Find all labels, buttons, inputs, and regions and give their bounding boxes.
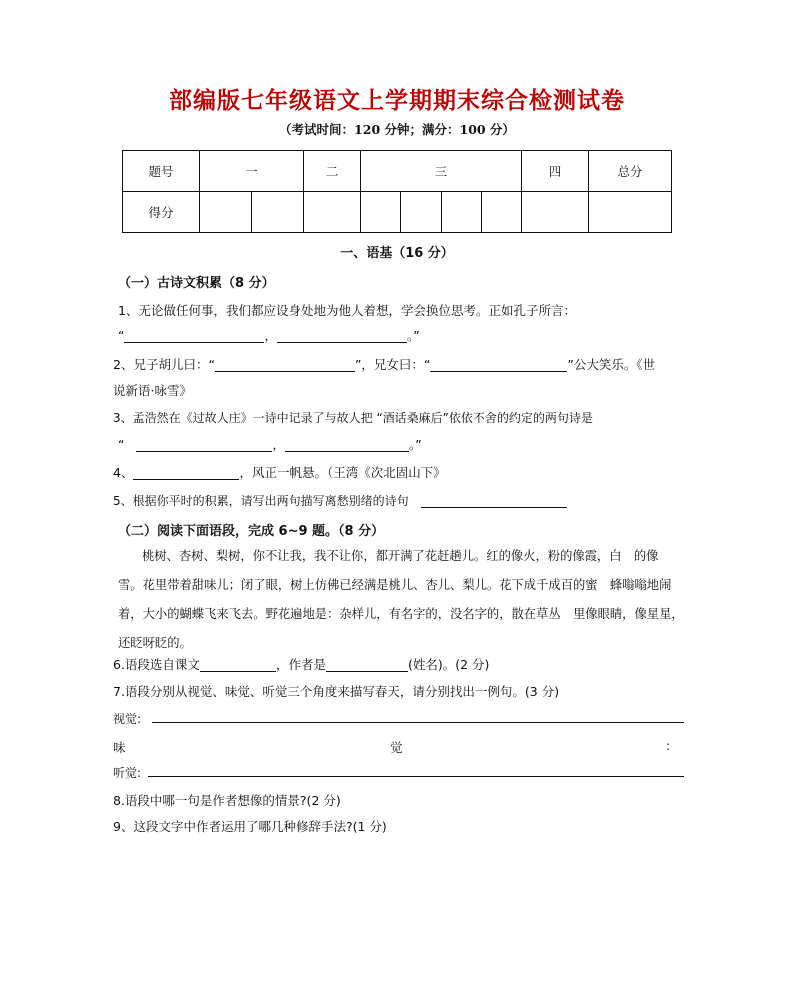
score-cell[interactable]: [200, 192, 252, 233]
question-text: 5、根据你平时的积累，请写出两句描写离愁别绪的诗句: [113, 494, 409, 508]
taste-label-1: 味: [113, 740, 126, 755]
score-cell[interactable]: [361, 192, 401, 233]
question-2: [113, 355, 655, 373]
score-cell[interactable]: [589, 192, 672, 233]
table-cell: 二: [304, 151, 361, 192]
hearing-label: 听觉:: [113, 766, 142, 780]
score-table-score-row: [123, 192, 672, 233]
question-3: 3、孟浩然在《过故人庄》一诗中记录了与故人把 “酒话桑麻后”依依不舍的约定的两句诗是: [113, 411, 593, 425]
question-2-source: 说新语·咏雪》: [113, 383, 192, 398]
answer-line-hearing[interactable]: [148, 776, 684, 777]
table-cell: 三: [361, 151, 522, 192]
score-cell[interactable]: [442, 192, 482, 233]
answer-blank[interactable]: [133, 465, 239, 480]
question-8: 8.语段中哪一句是作者想像的情景?(2 分): [113, 793, 341, 808]
question-3-answer: [118, 435, 422, 453]
reading-passage: [118, 542, 684, 658]
score-cell[interactable]: [252, 192, 304, 233]
question-text: ”，兄女曰：“: [354, 357, 431, 372]
answer-blank[interactable]: [285, 437, 409, 452]
quote-mark: “: [118, 328, 125, 343]
passage-line: 还眨呀眨的。: [118, 636, 192, 650]
table-cell: 题号: [123, 151, 200, 192]
question-text: (姓名)。(2 分): [407, 657, 490, 672]
answer-blank[interactable]: [277, 328, 407, 343]
exam-info: （考试时间：120 分钟；满分：100 分）: [279, 122, 515, 137]
table-cell: 四: [522, 151, 589, 192]
score-cell[interactable]: [482, 192, 522, 233]
answer-blank[interactable]: [421, 493, 567, 508]
question-text: ”公大笑乐。《世: [567, 357, 656, 372]
passage-line: 雪。花里带着甜味儿；闭了眼，树上仿佛已经满是桃儿、杏儿、梨儿。花下成千成百的蜜 蜂嗡嗡地闹: [118, 578, 672, 592]
question-text: 2、兄子胡儿曰：“: [113, 357, 215, 372]
answer-blank[interactable]: [124, 328, 264, 343]
question-text: ，风正一帆悬。（王湾《次北固山下》: [239, 465, 446, 480]
question-4: [113, 463, 446, 481]
question-9: 9、这段文字中作者运用了哪几种修辞手法?(1 分): [113, 819, 387, 834]
table-cell: 总分: [589, 151, 672, 192]
question-1-answer: [118, 326, 420, 344]
score-table: [122, 150, 672, 233]
score-table-header-row: [123, 151, 672, 192]
page-title: 部编版七年级语文上学期期末综合检测试卷: [169, 87, 625, 114]
punctuation: 。”: [409, 437, 422, 452]
passage-line: [118, 542, 684, 571]
question-6: [113, 655, 489, 673]
score-cell[interactable]: [304, 192, 361, 233]
visual-label: 视觉:: [113, 712, 142, 726]
question-7: 7.语段分别从视觉、味觉、听觉三个角度来描写春天，请分别找出一例句。(3 分): [113, 684, 560, 699]
punctuation: ，: [264, 328, 277, 343]
answer-blank[interactable]: [326, 657, 408, 672]
table-cell: 得分: [123, 192, 200, 233]
quote-mark: “: [118, 437, 125, 452]
taste-label-3: :: [666, 738, 671, 753]
question-text: ，作者是: [275, 657, 326, 672]
question-1: 1、无论做任何事，我们都应设身处地为他人着想，学会换位思考。正如孔子所言：: [118, 303, 576, 318]
passage-line: 着，大小的蝴蝶飞来飞去。野花遍地是：杂样儿，有名字的，没名字的，散在草丛 里像眼睛，像星星，: [118, 607, 684, 621]
answer-blank[interactable]: [215, 357, 355, 372]
table-cell: 一: [200, 151, 304, 192]
section-heading: 一、语基（16 分）: [340, 246, 454, 261]
question-text: 6.语段选自课文: [113, 657, 200, 672]
part1-heading: （一）古诗文积累（8 分）: [118, 276, 275, 291]
answer-blank[interactable]: [136, 437, 272, 452]
passage-text: 桃树、杏树、梨树，你不让我，我不让你，都开满了花赶趟儿。红的像火，粉的像霞，白 的像: [142, 549, 659, 563]
answer-line-visual[interactable]: [152, 722, 684, 723]
punctuation: ，: [272, 437, 285, 452]
taste-label-2: 觉: [390, 740, 403, 755]
score-cell[interactable]: [522, 192, 589, 233]
punctuation: 。”: [407, 328, 420, 343]
answer-blank[interactable]: [200, 657, 276, 672]
question-text: 4、: [113, 465, 134, 480]
answer-blank[interactable]: [430, 357, 567, 372]
part2-heading: （二）阅读下面语段，完成 6~9 题。（8 分）: [118, 524, 385, 539]
question-5: [113, 492, 567, 509]
score-cell[interactable]: [401, 192, 442, 233]
